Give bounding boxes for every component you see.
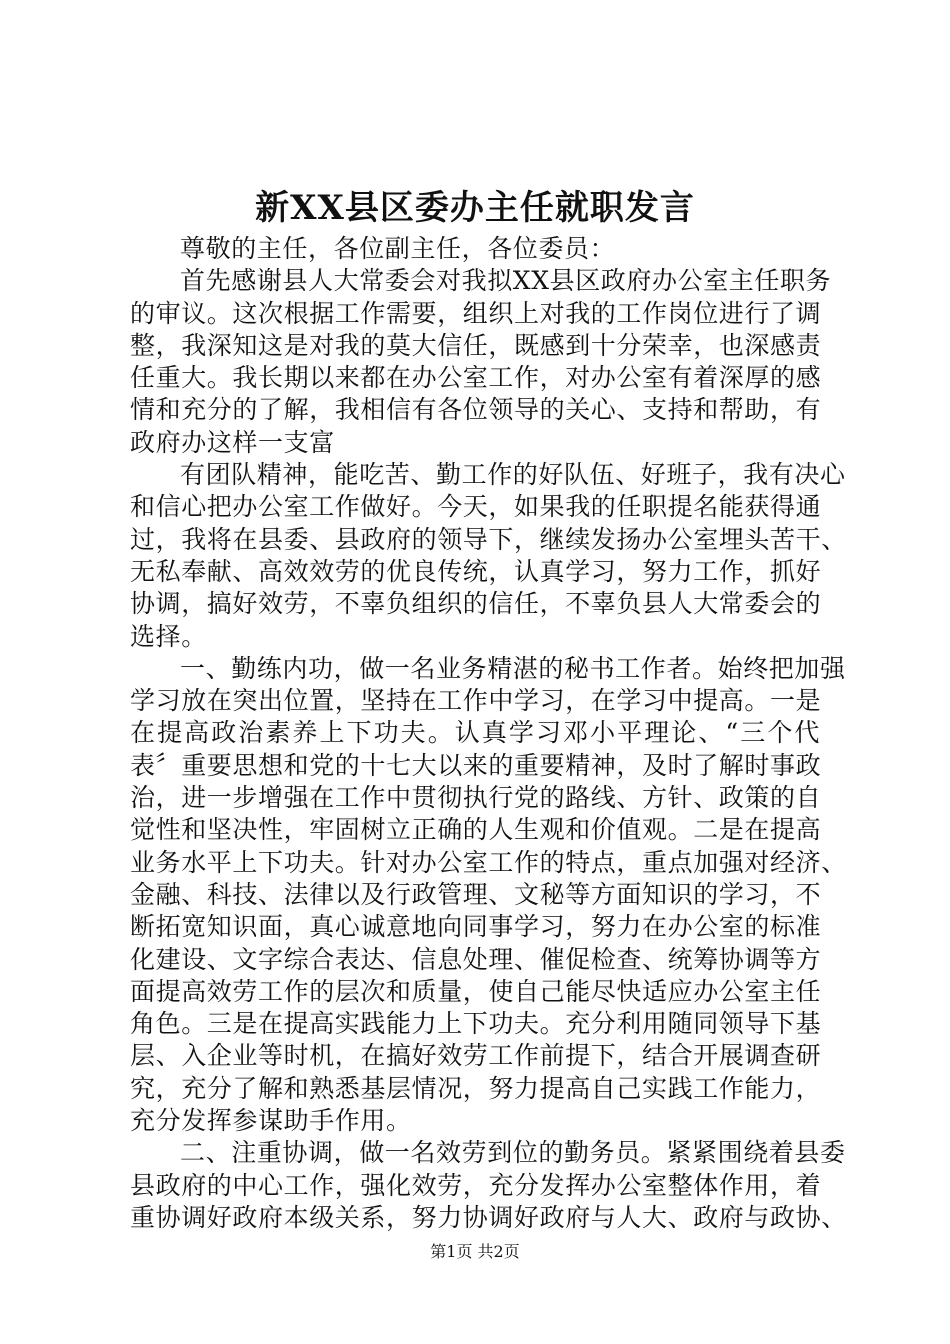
paragraph-line: 面提高效劳工作的层次和质量，使自己能尽快适应办公室主任 (130, 976, 822, 1006)
paragraph-line: 学习放在突出位置，坚持在工作中学习，在学习中提高。一是 (130, 686, 822, 716)
paragraph-line: 层、入企业等时机，在搞好效劳工作前提下，结合开展调查研 (130, 1041, 822, 1071)
paragraph-line: 治，进一步增强在工作中贯彻执行党的路线、方针、政策的自 (130, 783, 822, 813)
paragraph-line: 任重大。我长期以来都在办公室工作，对办公室有着深厚的感 (130, 363, 822, 393)
paragraph-line: 觉性和坚决性，牢固树立正确的人生观和价值观。二是在提高 (130, 815, 822, 845)
paragraph-line: 和信心把办公室工作做好。今天，如果我的任职提名能获得通 (130, 492, 822, 522)
paragraph-line: 县政府的中心工作，强化效劳，充分发挥办公室整体作用，着 (130, 1170, 822, 1200)
paragraph-line: 角色。三是在提高实践能力上下功夫。充分利用随同领导下基 (130, 1009, 822, 1039)
paragraph-line: 有团队精神，能吃苦、勤工作的好队伍、好班子，我有决心 (180, 460, 846, 490)
paragraph-line: 业务水平上下功夫。针对办公室工作的特点，重点加强对经济、 (130, 847, 847, 877)
paragraph-line: 金融、科技、法律以及行政管理、文秘等方面知识的学习，不 (130, 879, 822, 909)
paragraph-line: 一、勤练内功，做一名业务精湛的秘书工作者。始终把加强 (180, 653, 846, 683)
paragraph-line: 无私奉献、高效效劳的优良传统，认真学习，努力工作，抓好 (130, 556, 822, 586)
page-footer: 第1页 共2页 (430, 1242, 520, 1261)
document-title: 新XX县区委办主任就职发言 (255, 188, 695, 228)
salutation-line: 尊敬的主任，各位副主任，各位委员： (180, 234, 616, 263)
paragraph-line: 在提高政治素养上下功夫。认真学习邓小平理论、“三个代 (130, 718, 820, 748)
paragraph-line: 二、注重协调，做一名效劳到位的勤务员。紧紧围绕着县委 (180, 1138, 846, 1168)
document-body (130, 233, 847, 1234)
paragraph-line: 整，我深知这是对我的莫大信任，既感到十分荣幸，也深感责 (130, 330, 822, 360)
paragraph-line: 断拓宽知识面，真心诚意地向同事学习，努力在办公室的标准 (130, 912, 822, 942)
paragraph-line: 情和充分的了解，我相信有各位领导的关心、支持和帮助，有 (130, 395, 822, 425)
paragraph-line: 政府办这样一支富 (130, 427, 335, 457)
paragraph-line: 首先感谢县人大常委会对我拟XX县区政府办公室主任职务 (180, 266, 832, 296)
paragraph-line: 表〞重要思想和党的十七大以来的重要精神，及时了解时事政 (130, 750, 822, 780)
paragraph-line: 重协调好政府本级关系，努力协调好政府与人大、政府与政协、 (130, 1202, 847, 1232)
paragraph-line: 协调，搞好效劳，不辜负组织的信任，不辜负县人大常委会的 (130, 589, 822, 619)
paragraph-line: 的审议。这次根据工作需要，组织上对我的工作岗位进行了调 (130, 298, 822, 328)
paragraph-line: 过，我将在县委、县政府的领导下，继续发扬办公室埋头苦干、 (130, 524, 847, 554)
paragraph-line: 充分发挥参谋助手作用。 (130, 1106, 412, 1136)
paragraph-line: 选择。 (130, 621, 207, 651)
paragraph-line: 化建设、文字综合表达、信息处理、催促检查、统筹协调等方 (130, 944, 822, 974)
paragraph-line: 究，充分了解和熟悉基层情况，努力提高自己实践工作能力， (130, 1073, 822, 1103)
